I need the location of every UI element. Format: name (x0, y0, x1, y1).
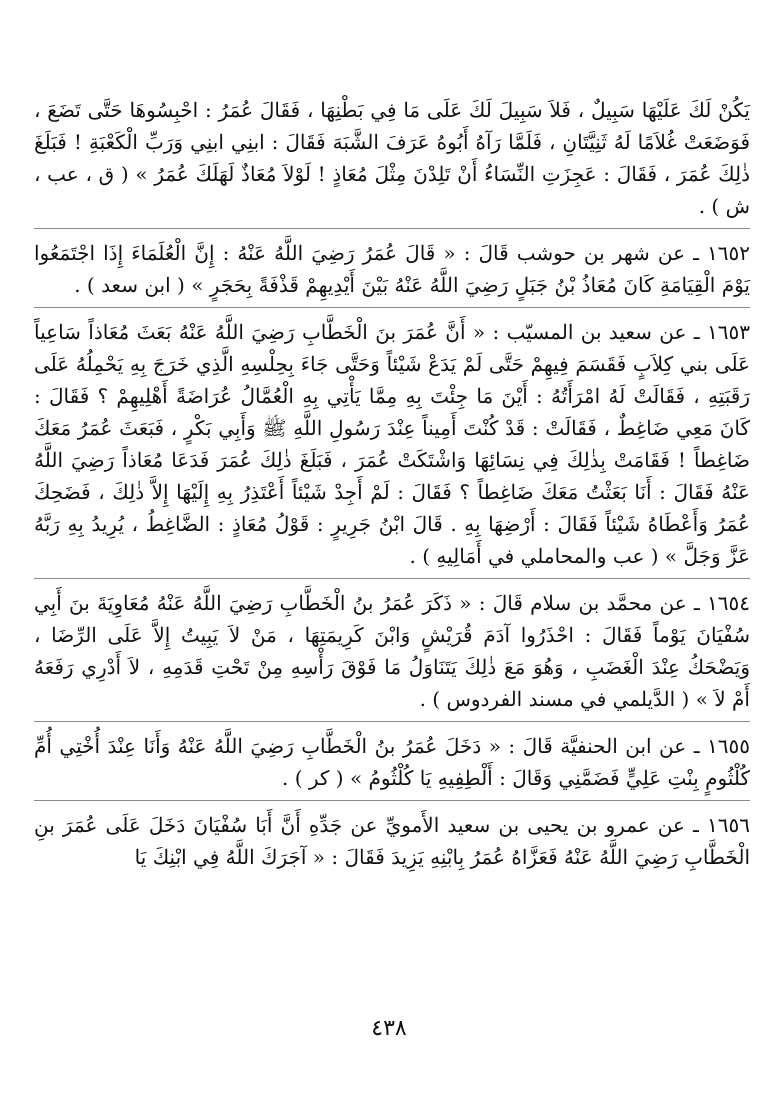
paragraph-1655: ١٦٥٥ ـ عن ابن الحنفيَّة قَالَ : « دَخَلَ عُمَرُ بنُ الْخَطَّابِ رَضِيَ اللَّهُ عَنْهُ وَأَنَا عِنْدَ أُخْتِي أُمِّ كُلْثُومٍ بِنْتِ عَلِيٍّ فَضَمَّنِي وَقَالَ : أَلْطِفِيهِ يَا كُلْثُومُ » ( كر ) . (34, 730, 750, 801)
paragraph-1652: ١٦٥٢ ـ عن شهر بن حوشب قَالَ : « قَالَ عُمَرُ رَضِيَ اللَّهُ عَنْهُ : إِنَّ الْعُلَمَاءَ إِذَا اجْتَمَعُوا يَوْمَ الْقِيَامَةِ كَانَ مُعَاذُ بْنُ جَبَلٍ رَضِيَ اللَّهُ عَنْهُ بَيْنَ أَيْدِيهِمْ قَذْفَةً بِحَجَرٍ » ( ابن سعد ) . (34, 237, 750, 308)
paragraph-1653: ١٦٥٣ ـ عن سعيد بن المسيّب : « أَنَّ عُمَرَ بنَ الْخَطَّابِ رَضِيَ اللَّهُ عَنْهُ بَعَثَ مُعَاذاً سَاعِياً عَلَى بني كِلاَبٍ فَقَسَمَ فِيهِمْ حَتَّى لَمْ يَدَعْ شَيْئاً وَحَتَّى جَاءَ بِحِلْسِهِ الَّذِي خَرَجَ بِهِ يَحْمِلُهُ عَلَى رَقَبَتِهِ ، فَقَالَتْ لَهُ امْرَأَتُهُ : أَيْنَ مَا جِئْتَ بِهِ مِمَّا يَأْتِي بِهِ الْعُمَّالُ عُرَاضَةً أَهْلِيهِمْ ؟ فَقَالَ : كَانَ مَعِي ضَاغِطٌ ، فَقَالَتْ : قَدْ كُنْتَ أَمِيناً عِنْدَ رَسُولِ اللَّهِ ﷺ وَأَبِي بَكْرٍ ، فَبَعَثَ عُمَرُ مَعَكَ ضَاغِطاً ! فَقَامَتْ بِذٰلِكَ فِي نِسَائِهَا وَاشْتَكَتْ عُمَرَ ، فَبَلَغَ ذٰلِكَ عُمَرَ فَدَعَا مُعَاذاً رَضِيَ اللَّهُ عَنْهُ فَقَالَ : أَنَا بَعَثْتُ مَعَكَ ضَاغِطاً ؟ فَقَالَ : لَمْ أَجِدْ شَيْئاً أَعْتَذِرُ بِهِ إِلَيْهَا إِلاَّ ذٰلِكَ ، فَضَحِكَ عُمَرُ وَأَعْطَاهُ شَيْئاً فَقَالَ : أَرْضِهَا بِهِ . قَالَ ابْنُ جَرِيرٍ : قَوْلُ مُعَاذٍ : الضَّاغِطُ ، يُرِيدُ بِهِ رَبَّهُ عَزَّ وَجَلَّ » ( عب والمحاملي في أَمَالِيهِ ) . (34, 316, 750, 579)
paragraph-1654: ١٦٥٤ ـ عن محمَّد بن سلام قَالَ : « ذَكَرَ عُمَرُ بنُ الْخَطَّابِ رَضِيَ اللَّهُ عَنْهُ مُعَاوِيَةَ بنَ أَبِي سُفْيَانَ يَوْماً فَقَالَ : احْذَرُوا آدَمَ قُرَيْشٍ وَابْنَ كَرِيمَتِهَا ، مَنْ لاَ يَبِيتُ إِلاَّ عَلَى الرِّضَا ، وَيَضْحَكُ عِنْدَ الْغَضَبِ ، وَهُوَ مَعَ ذٰلِكَ يَتَنَاوَلُ مَا فَوْقَ رَأْسِهِ مِنْ تَحْتِ قَدَمِهِ ، لاَ أَدْرِي رَفَعَهُ أَمْ لاَ » ( الدَّيلمي في مسند الفردوس ) . (34, 587, 750, 722)
body-text (34, 94, 750, 887)
paragraph-continuation: يَكُنْ لَكَ عَلَيْهَا سَبِيلٌ ، فَلاَ سَبِيلَ لَكَ عَلَى مَا فِي بَطْنِهَا ، فَقَالَ عُمَرُ : احْبِسُوهَا حَتَّى تَضَعَ ، فَوَضَعَتْ غُلاَمًا لَهُ ثَنِيَّتَانِ ، فَلَمَّا رَآهُ أَبُوهُ عَرَفَ الشَّبَهَ فَقَالَ : ابنِي ابنِي وَرَبِّ الْكَعْبَةِ ! فَبَلَغَ ذٰلِكَ عُمَرَ ، فَقَالَ : عَجِزَتِ النِّسَاءُ أَنْ تَلِدْنَ مِثْلَ مُعَاذٍ ! لَوْلاَ مُعَاذٌ لَهَلَكَ عُمَرُ » ( ق ، عب ، ش ) . (34, 94, 750, 229)
page-number: ٤٣٨ (371, 1016, 407, 1041)
paragraph-1656: ١٦٥٦ ـ عن عمرو بن يحيى بن سعيد الأَمويِّ عن جَدِّهِ أَنَّ أَبَا سُفْيَانَ دَخَلَ عَلَى عُمَرَ بنِ الْخَطَّابِ رَضِيَ اللَّهُ عَنْهُ فَعَزَّاهُ عُمَرُ بِابْنِهِ يَزِيدَ فَقَالَ : « آجَرَكَ اللَّهُ فِي ابْنِكَ يَا (34, 813, 750, 869)
